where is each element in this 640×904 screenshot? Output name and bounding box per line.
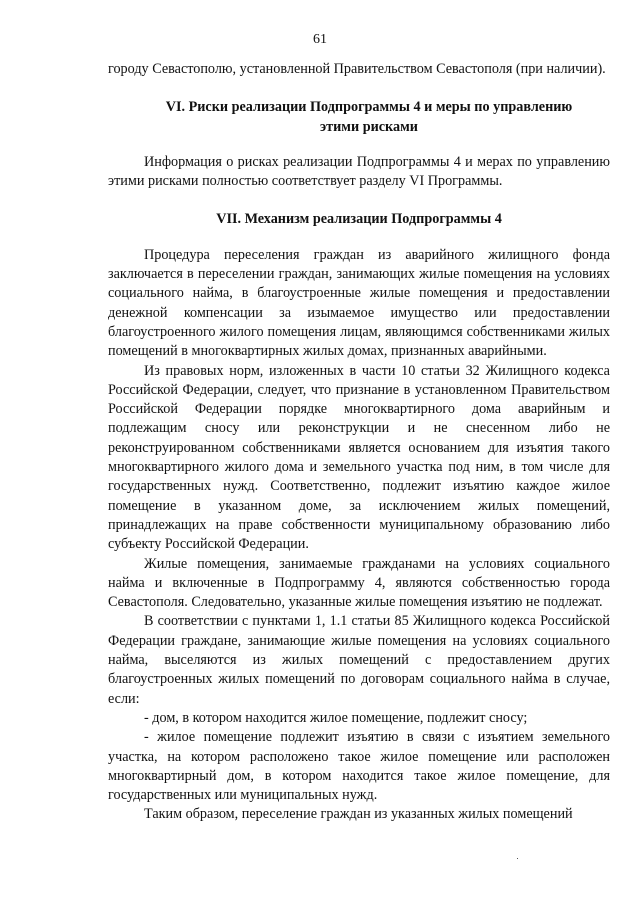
- section-7-paragraph-1: Процедура переселения граждан из аварийного жилищного фонда заключается в переселении граждан, занимающих жилые помещения на условиях социального найма, в благоустроенные жилые помещения и предоставлении денежной компенсации за изымаемое имущество или предоставлении благоустроенного жилого помещения лицам, являющимся собственниками жилых помещений в многоквартирных жилых домах, признанных аварийными.: [108, 246, 610, 360]
- scan-speck: [517, 858, 518, 859]
- section-7-paragraph-3: Жилые помещения, занимаемые гражданами на условиях социального найма и включенные в Подпрограмму 4, являются собственностью города Севастополя. Следовательно, указанные жилые помещения изъятию не подлежат.: [108, 555, 610, 611]
- list-item-seizure: - жилое помещение подлежит изъятию в связи с изъятием земельного участка, на котором расположено такое жилое помещение или расположен многоквартирный дом, в котором находится такое жилое помещение, для государственных или муниципальных нужд.: [108, 729, 610, 804]
- document-body: [108, 60, 610, 825]
- section-6-title: VI. Риски реализации Подпрограммы 4 и меры по управлению этими рисками: [165, 99, 573, 135]
- list-item-demolition: - дом, в котором находится жилое помещение, подлежит сносу;: [144, 709, 528, 726]
- section-7-title: VII. Механизм реализации Подпрограммы 4: [216, 211, 502, 228]
- section-7-paragraph-4: В соответствии с пунктами 1, 1.1 статьи 85 Жилищного кодекса Российской Федерации граждане, занимающие жилые помещения на условиях социального найма, выселяются из жилых помещений с предоставлением других благоустроенных жилых помещений по договорам социального найма в случае, если:: [108, 613, 610, 707]
- section-7-paragraph-final: Таким образом, переселение граждан из указанных жилых помещений: [144, 806, 573, 823]
- section-7-paragraph-2: Из правовых норм, изложенных в части 10 статьи 32 Жилищного кодекса Российской Федерации, следует, что признание в установленном Правительством Российской Федерации порядке многоквартирного дома аварийным и подлежащим сносу или реконструкции и не снесенном либо не реконструированном собственниками является основанием для изъятия такого многоквартирного жилого дома и земельного участка под ним, в том числе для государственных нужд. Соответственно, подлежит изъятию каждое жилое помещение в указанном доме, за исключением жилых помещений, принадлежащих на праве собственности муниципальному образованию либо субъекту Российской Федерации.: [108, 362, 610, 553]
- intro-paragraph: городу Севастополю, установленной Правительством Севастополя (при наличии).: [108, 61, 606, 77]
- section-6-paragraph: Информация о рисках реализации Подпрограммы 4 и мерах по управлению этими рисками полностью соответствует разделу VI Программы.: [108, 153, 610, 190]
- page-number: 61: [313, 32, 327, 47]
